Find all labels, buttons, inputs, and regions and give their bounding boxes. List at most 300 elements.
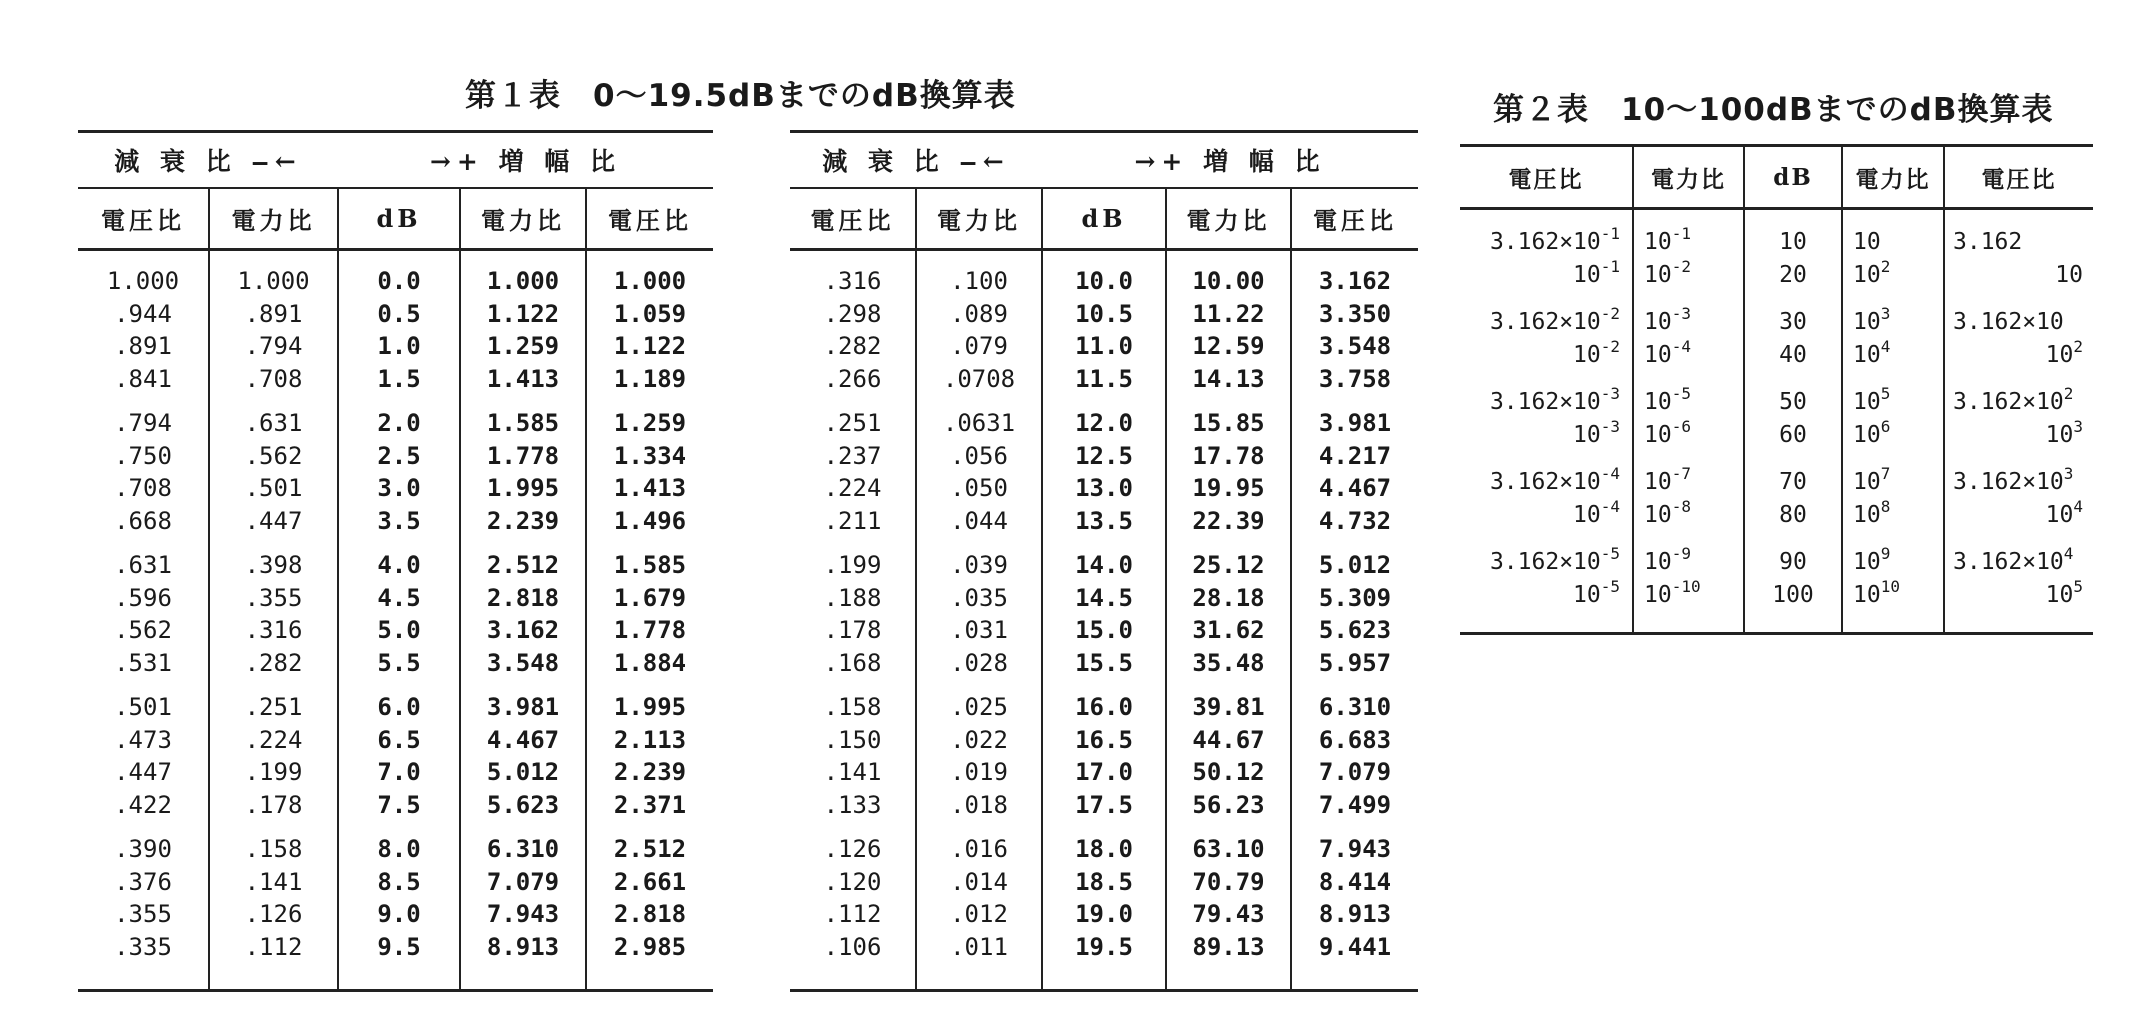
exponent: 9 <box>1880 544 1891 563</box>
table-cell: .126 <box>823 835 882 863</box>
table-cell: .891 <box>114 332 172 360</box>
base-text: 3.162×10 <box>1489 309 1601 335</box>
table-cell: 50.12 <box>1166 756 1291 789</box>
col-header-power-ratio: 電力比 <box>1166 188 1291 250</box>
exponent: -2 <box>1600 337 1620 356</box>
voltage-ratio-cell <box>1944 209 2093 307</box>
power-ratio-cell <box>1842 386 1944 466</box>
table-cell: 5.012 <box>460 756 586 789</box>
table-cell: 17.5 <box>1042 789 1166 834</box>
table1-left-body <box>78 250 713 991</box>
table-cell: .335 <box>78 931 209 991</box>
table-cell: 8.913 <box>460 931 586 991</box>
table-cell: .018 <box>916 789 1042 834</box>
base-text: 10 <box>2045 342 2074 368</box>
table-cell: .150 <box>823 725 882 754</box>
table-cell: .100 <box>916 250 1042 298</box>
table-cell: 1.5 <box>338 363 460 408</box>
base-text: 10 <box>1853 262 1881 288</box>
exponent: -3 <box>1600 384 1620 403</box>
table-cell: 1.884 <box>586 647 713 692</box>
db-value: 100 <box>1772 582 1814 608</box>
table-cell: 3.162 <box>1291 250 1418 298</box>
table-cell: 4.732 <box>1291 505 1418 550</box>
table-row <box>790 472 1418 505</box>
table-cell: .019 <box>916 756 1042 789</box>
power-ratio-cell <box>1633 546 1744 634</box>
col-header-voltage-ratio: 電圧比 <box>1944 146 2093 209</box>
table-cell: 1.0 <box>338 330 460 363</box>
table-row <box>78 582 713 615</box>
db-value: 50 <box>1779 389 1807 415</box>
table1-right-half <box>790 130 1418 992</box>
voltage-ratio-cell <box>1460 209 1633 307</box>
value-line <box>1460 546 1620 579</box>
table-row <box>78 440 713 473</box>
table-row <box>790 789 1418 834</box>
exponent: -5 <box>1600 577 1620 596</box>
table-cell: 8.913 <box>1291 898 1418 931</box>
table2-body <box>1460 209 2093 634</box>
table-cell: 13.5 <box>1042 505 1166 550</box>
table-row <box>790 614 1418 647</box>
value-line <box>1945 259 2093 292</box>
value-line <box>1644 466 1743 499</box>
table2 <box>1460 144 2093 635</box>
table-cell: 7.499 <box>1291 789 1418 834</box>
table-cell: 7.943 <box>460 898 586 931</box>
exponent: 2 <box>1880 257 1891 276</box>
base-text: 10 <box>2045 502 2074 528</box>
base-text: 10 <box>2045 422 2074 448</box>
table-cell: .596 <box>114 583 172 612</box>
table-cell: 11.0 <box>1042 330 1166 363</box>
table-row <box>78 833 713 866</box>
table-cell: .562 <box>114 616 172 644</box>
value-line <box>1945 546 2093 579</box>
table-cell: 10.00 <box>1166 250 1291 298</box>
table-cell: 5.623 <box>1291 614 1418 647</box>
exponent: -4 <box>1600 464 1620 483</box>
table-cell: 2.512 <box>586 833 713 866</box>
table-cell: .631 <box>114 551 172 579</box>
value-line <box>1853 499 1943 532</box>
table-cell: 1.413 <box>586 472 713 505</box>
table-cell: .501 <box>114 693 172 721</box>
value-line <box>1644 579 1743 612</box>
table-cell: 1.413 <box>460 363 586 408</box>
table-cell: 9.441 <box>1291 931 1418 991</box>
table-cell: 14.5 <box>1042 582 1166 615</box>
db-value: 10 <box>1779 229 1807 255</box>
table-cell: 1.059 <box>586 298 713 331</box>
table-cell: 6.310 <box>460 833 586 866</box>
power-ratio-cell <box>1842 306 1944 386</box>
table-cell: 2.239 <box>586 756 713 789</box>
exponent: 7 <box>1880 464 1891 483</box>
table-row <box>78 472 713 505</box>
col-header-db: dB <box>1042 188 1166 250</box>
table-cell: .355 <box>114 900 172 928</box>
table-cell: 7.079 <box>460 866 586 899</box>
table-cell: .355 <box>209 582 338 615</box>
table-cell: .188 <box>823 583 882 612</box>
value-line <box>1853 466 1943 499</box>
table-cell: .562 <box>209 440 338 473</box>
db-value: 90 <box>1779 549 1807 575</box>
table-cell: 2.5 <box>338 440 460 473</box>
table-cell: 1.679 <box>586 582 713 615</box>
table-cell: .112 <box>209 931 338 991</box>
base-text: 10 <box>1644 502 1672 528</box>
exponent: 5 <box>2073 577 2083 596</box>
table-cell: 39.81 <box>1166 691 1291 724</box>
col-header-power-ratio: 電力比 <box>460 188 586 250</box>
power-ratio-cell <box>1842 209 1944 307</box>
base-text: 10 <box>1853 422 1881 448</box>
table-cell: 79.43 <box>1166 898 1291 931</box>
db-cell <box>1744 209 1842 307</box>
value-line <box>1460 419 1620 452</box>
table-cell: .120 <box>823 867 882 896</box>
table-cell: 15.0 <box>1042 614 1166 647</box>
table1-left-half <box>78 130 713 992</box>
voltage-ratio-cell <box>1944 306 2093 386</box>
base-text: 3.162×10 <box>1953 309 2064 335</box>
table-cell: .531 <box>114 648 172 677</box>
table-row <box>78 407 713 440</box>
base-text: 10 <box>1644 229 1672 255</box>
table-row <box>78 691 713 724</box>
value-line <box>1644 339 1743 372</box>
db-value: 60 <box>1779 422 1807 448</box>
table-cell: 5.0 <box>338 614 460 647</box>
table-cell: 12.59 <box>1166 330 1291 363</box>
table-row <box>790 407 1418 440</box>
db-cell <box>1744 306 1842 386</box>
table-cell: 1.000 <box>460 250 586 298</box>
table-cell: 2.113 <box>586 724 713 757</box>
table-cell: 7.0 <box>338 756 460 789</box>
table-cell: 3.162 <box>460 614 586 647</box>
table-cell: .944 <box>114 299 172 328</box>
exponent: -7 <box>1671 464 1691 483</box>
table-cell: 8.0 <box>338 833 460 866</box>
table-cell: .282 <box>823 332 882 360</box>
exponent: -5 <box>1671 384 1691 403</box>
table-row <box>78 931 713 991</box>
col-header-voltage-ratio: 電圧比 <box>78 188 209 250</box>
table-cell: .106 <box>790 931 916 991</box>
value-line <box>1460 226 1620 259</box>
voltage-ratio-cell <box>1944 386 2093 466</box>
table-cell: 18.5 <box>1042 866 1166 899</box>
voltage-ratio-cell <box>1944 466 2093 546</box>
value-line <box>1853 306 1943 339</box>
table-cell: .126 <box>209 898 338 931</box>
table-cell: .390 <box>114 835 172 863</box>
value-line <box>1644 306 1743 339</box>
table-cell: 31.62 <box>1166 614 1291 647</box>
table1-title: 第１表 0〜19.5dBまでのdB換算表 <box>465 78 1016 114</box>
power-ratio-cell <box>1842 466 1944 546</box>
exponent: -5 <box>1600 544 1620 563</box>
table-cell: 5.957 <box>1291 647 1418 692</box>
table-cell: .016 <box>916 833 1042 866</box>
value-line <box>1945 386 2093 419</box>
power-ratio-cell <box>1842 546 1944 634</box>
table-cell: .012 <box>916 898 1042 931</box>
table-cell: 3.548 <box>1291 330 1418 363</box>
value-line <box>1853 419 1943 452</box>
value-line <box>1644 546 1743 579</box>
value-line <box>1945 499 2093 532</box>
table-cell: .178 <box>823 616 882 644</box>
base-text: 10 <box>1573 502 1601 528</box>
exponent: -3 <box>1600 417 1620 436</box>
table-cell: 5.309 <box>1291 582 1418 615</box>
table-row <box>78 505 713 550</box>
table-row <box>78 866 713 899</box>
base-text: 10 <box>1853 502 1881 528</box>
table-cell: 1.122 <box>460 298 586 331</box>
table-cell: .044 <box>916 505 1042 550</box>
table-row <box>790 724 1418 757</box>
base-text: 10 <box>1644 262 1672 288</box>
value-line <box>1644 226 1743 259</box>
table-cell: .251 <box>209 691 338 724</box>
table-cell: 11.22 <box>1166 298 1291 331</box>
table-cell: .473 <box>114 725 172 754</box>
table-cell: .422 <box>114 790 172 819</box>
base-text: 10 <box>1644 342 1672 368</box>
table-cell: 56.23 <box>1166 789 1291 834</box>
value-line <box>1945 579 2093 612</box>
value-line <box>1853 339 1943 372</box>
base-text: 3.162×10 <box>1953 549 2064 575</box>
base-text: 10 <box>1573 422 1601 448</box>
value-line <box>1945 306 2093 339</box>
table-row <box>78 898 713 931</box>
table-row <box>78 724 713 757</box>
base-text: 3.162×10 <box>1489 469 1601 495</box>
col-header-voltage-ratio: 電圧比 <box>790 188 916 250</box>
table-row <box>790 505 1418 550</box>
table-cell: 22.39 <box>1166 505 1291 550</box>
table-cell: 6.310 <box>1291 691 1418 724</box>
table-cell: 7.943 <box>1291 833 1418 866</box>
table-cell: 2.512 <box>460 549 586 582</box>
table-cell: 6.0 <box>338 691 460 724</box>
table-cell: 1.585 <box>460 407 586 440</box>
table-row <box>790 647 1418 692</box>
table-cell: 6.5 <box>338 724 460 757</box>
table-cell: .056 <box>916 440 1042 473</box>
table-cell: .708 <box>114 474 172 502</box>
table-cell: .794 <box>114 409 172 437</box>
table-row <box>78 614 713 647</box>
db-cell <box>1744 466 1842 546</box>
base-text: 10 <box>1853 342 1881 368</box>
exponent: -4 <box>1600 497 1620 516</box>
table-row <box>790 756 1418 789</box>
table-cell: .708 <box>209 363 338 408</box>
base-text: 10 <box>1644 582 1672 608</box>
table-cell: 16.5 <box>1042 724 1166 757</box>
table-cell: 17.78 <box>1166 440 1291 473</box>
base-text: 10 <box>2055 262 2083 288</box>
table-cell: 1.000 <box>209 250 338 298</box>
table-row <box>78 250 713 298</box>
table-cell: 63.10 <box>1166 833 1291 866</box>
table-row <box>1460 466 2093 546</box>
table-cell: 19.5 <box>1042 931 1166 991</box>
table-cell: 19.95 <box>1166 472 1291 505</box>
table-cell: .028 <box>916 647 1042 692</box>
table-cell: 3.981 <box>1291 407 1418 440</box>
table-row <box>790 363 1418 408</box>
table-cell: 3.5 <box>338 505 460 550</box>
voltage-ratio-cell <box>1460 546 1633 634</box>
table-cell: .794 <box>209 330 338 363</box>
table-cell: 5.5 <box>338 647 460 692</box>
table-cell: .158 <box>209 833 338 866</box>
value-line <box>1460 579 1620 612</box>
col-header-db: dB <box>1744 146 1842 209</box>
table-row <box>790 582 1418 615</box>
table-cell: 9.0 <box>338 898 460 931</box>
exponent: 3 <box>2073 417 2083 436</box>
table-cell: 15.85 <box>1166 407 1291 440</box>
group-header-amplification: →+ 増 幅 比 <box>1042 132 1418 189</box>
base-text: 3.162×10 <box>1489 389 1601 415</box>
value-line <box>1644 259 1743 292</box>
table-cell: .298 <box>823 299 882 328</box>
table-cell: 2.239 <box>460 505 586 550</box>
table-cell: .0708 <box>916 363 1042 408</box>
value-line <box>1853 259 1943 292</box>
table-cell: .631 <box>209 407 338 440</box>
exponent: 4 <box>2063 544 2074 563</box>
table-cell: .0631 <box>916 407 1042 440</box>
value-line <box>1644 386 1743 419</box>
table-cell: .211 <box>823 506 882 535</box>
table-cell: 1.334 <box>586 440 713 473</box>
table-row <box>78 789 713 834</box>
group-header-attenuation: 減 衰 比 ‒← <box>78 132 338 189</box>
base-text: 10 <box>1853 229 1881 255</box>
value-line <box>1644 499 1743 532</box>
table-cell: 7.079 <box>1291 756 1418 789</box>
table-row <box>790 330 1418 363</box>
table-cell: 6.683 <box>1291 724 1418 757</box>
table-row <box>78 549 713 582</box>
base-text: 10 <box>1853 549 1881 575</box>
base-text: 10 <box>1853 582 1881 608</box>
table-cell: 9.5 <box>338 931 460 991</box>
value-line <box>1945 226 2093 259</box>
value-line <box>1460 259 1620 292</box>
exponent: 4 <box>1880 337 1891 356</box>
base-text: 10 <box>2045 582 2074 608</box>
table-row <box>790 250 1418 298</box>
col-header-power-ratio: 電力比 <box>916 188 1042 250</box>
table-row <box>790 549 1418 582</box>
value-line <box>1460 466 1620 499</box>
table-cell: .750 <box>114 441 172 470</box>
value-line <box>1945 466 2093 499</box>
value-line <box>1460 306 1620 339</box>
table-cell: .158 <box>823 693 882 721</box>
base-text: 10 <box>1644 469 1672 495</box>
table-cell: .022 <box>916 724 1042 757</box>
col-header-power-ratio: 電力比 <box>209 188 338 250</box>
table-cell: 1.496 <box>586 505 713 550</box>
table-cell: .266 <box>823 364 882 393</box>
table-cell: 35.48 <box>1166 647 1291 692</box>
table-cell: .031 <box>916 614 1042 647</box>
exponent: 6 <box>1880 417 1891 436</box>
table-cell: 8.5 <box>338 866 460 899</box>
exponent: -8 <box>1671 497 1691 516</box>
table-cell: .141 <box>823 758 882 786</box>
power-ratio-cell <box>1633 466 1744 546</box>
base-text: 3.162 <box>1953 229 2023 255</box>
table-cell: 1.000 <box>586 250 713 298</box>
table-cell: 14.0 <box>1042 549 1166 582</box>
table-cell: 8.414 <box>1291 866 1418 899</box>
table-cell: 1.778 <box>586 614 713 647</box>
table-cell: 3.0 <box>338 472 460 505</box>
table-row <box>790 931 1418 991</box>
table-cell: .112 <box>823 900 882 928</box>
table-cell: .237 <box>823 441 882 470</box>
table-cell: .089 <box>916 298 1042 331</box>
table-cell: 17.0 <box>1042 756 1166 789</box>
voltage-ratio-cell <box>1460 306 1633 386</box>
table-row <box>790 898 1418 931</box>
table-cell: 3.350 <box>1291 298 1418 331</box>
base-text: 10 <box>1644 309 1672 335</box>
table-row <box>790 298 1418 331</box>
exponent: 3 <box>1880 304 1891 323</box>
table-row <box>78 756 713 789</box>
table-cell: 15.5 <box>1042 647 1166 692</box>
table-cell: .141 <box>209 866 338 899</box>
table-cell: .398 <box>209 549 338 582</box>
table-cell: 0.0 <box>338 250 460 298</box>
table-cell: .447 <box>209 505 338 550</box>
col-header-voltage-ratio: 電圧比 <box>1291 188 1418 250</box>
table-row <box>78 298 713 331</box>
table-cell: 12.0 <box>1042 407 1166 440</box>
table-cell: 1.259 <box>586 407 713 440</box>
table-cell: 1.995 <box>460 472 586 505</box>
power-ratio-cell <box>1633 306 1744 386</box>
base-text: 10 <box>1853 309 1881 335</box>
exponent: -2 <box>1600 304 1620 323</box>
exponent: -9 <box>1671 544 1691 563</box>
table-cell: 12.5 <box>1042 440 1166 473</box>
col-header-voltage-ratio: 電圧比 <box>1460 146 1633 209</box>
table-row <box>78 647 713 692</box>
table-cell: 1.259 <box>460 330 586 363</box>
base-text: 10 <box>1853 469 1881 495</box>
db-value: 70 <box>1779 469 1807 495</box>
base-text: 10 <box>1644 422 1672 448</box>
table-cell: 1.585 <box>586 549 713 582</box>
power-ratio-cell <box>1633 209 1744 307</box>
